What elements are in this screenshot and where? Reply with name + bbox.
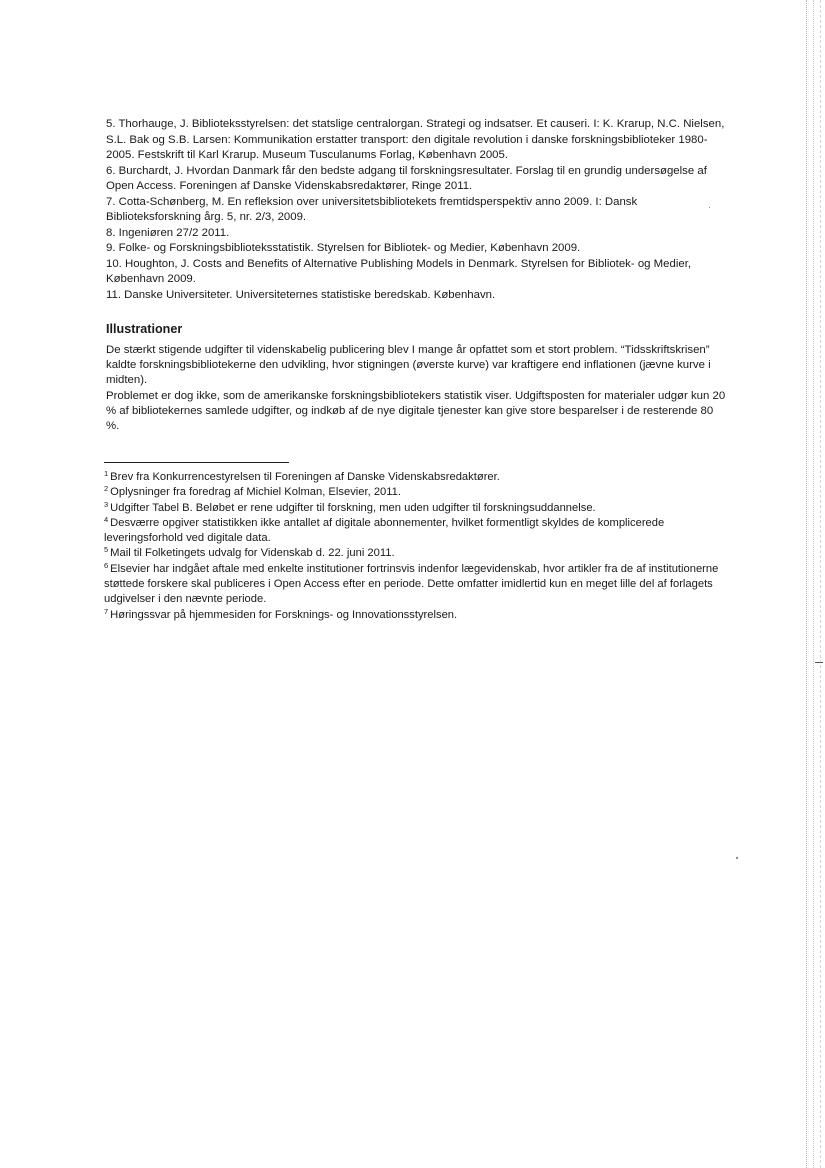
scan-edge-line <box>806 0 807 1168</box>
footnote-number: 1 <box>104 469 109 478</box>
reference-item: 8. Ingeniøren 27/2 2011. <box>106 226 230 239</box>
scan-edge-line <box>820 0 821 1168</box>
footnote-list <box>104 470 729 623</box>
footnote-number: 6 <box>104 560 109 570</box>
footnote-number: 5 <box>104 545 109 555</box>
footnote-item <box>104 562 729 608</box>
section-heading: Illustrationer <box>106 322 183 336</box>
footnote-separator <box>104 462 289 463</box>
footnote-text: Høringssvar på hjemmesiden for Forsknings- og Innovationsstyrelsen. <box>110 608 458 621</box>
footnote-text: Brev fra Konkurrencestyrelsen til Foreningen af Danske Videnskabsredaktører. <box>110 471 500 483</box>
footnote-item <box>104 546 729 561</box>
body-paragraph: De stærkt stigende udgifter til videnskabelig publicering blev I mange år opfattet som et stort problem. “Tidsskriftskrisen” kaldte forskningsbibliotekerne den udvikling, hvor stigningen (øverste kurve) var kraftigere end inflationen (jævne kurve i midten). <box>106 344 711 387</box>
footnote-number: 3 <box>104 499 109 509</box>
reference-item: 11. Danske Universiteter. Universiteternes statistiske beredskab. København. <box>106 288 496 301</box>
section-body <box>106 343 726 434</box>
footnote-item <box>104 608 729 623</box>
scan-speck <box>709 207 710 208</box>
footnote-number: 4 <box>104 514 109 524</box>
reference-item: 7. Cotta-Schønberg, M. En refleksion over universitetsbibliotekets fremtidsperspektiv anno 2009. I: Dansk Biblioteksforskning årg. 5, nr. 2/3, 2009. <box>106 195 638 223</box>
reference-item: 10. Houghton, J. Costs and Benefits of Alternative Publishing Models in Denmark. Styrelsen for Bibliotek- og Medier, København 2009. <box>106 257 692 285</box>
footnote-number: 7 <box>104 606 109 616</box>
footnote-number: 2 <box>104 484 109 494</box>
reference-item: 9. Folke- og Forskningsbiblioteksstatistik. Styrelsen for Bibliotek- og Medier, København 2009. <box>106 242 581 254</box>
reference-item: 5. Thorhauge, J. Biblioteksstyrelsen: det statslige centralorgan. Strategi og indsatser. Et causeri. I: K. Krarup, N.C. Nielsen, S.L. Bak og S.B. Larsen: Kommunikation erstatter transport: den digitale revolution i danske forskningsbiblioteker 1980-2005. Festskrift til Karl Krarup. Museum Tusculanums Forlag, København 2005. <box>106 118 725 161</box>
reference-item: 6. Burchardt, J. Hvordan Danmark får den bedste adgang til forskningsresultater. Forslag til en grundig undersøgelse af Open Access. Foreningen af Danske Videnskabsredaktører, Ringe 2011. <box>106 164 707 192</box>
footnote-item <box>104 516 729 547</box>
footnote-item <box>104 470 729 485</box>
scan-edge-line <box>813 0 814 1168</box>
footnote-text: Oplysninger fra foredrag af Michiel Kolman, Elsevier, 2011. <box>110 486 401 499</box>
footnote-text: Elsevier har indgået aftale med enkelte institutioner fortrinsvis indenfor lægevidenskab, hvor artikler fra de af institutionerne støttede forskere skal publiceres i Open Access efter en periode. Dette omfatter imidlertid kun en meget lille del af forlagets udgivelser i den nævnte periode. <box>104 562 719 606</box>
footnote-text: Mail til Folketingets udvalg for Videnskab d. 22. juni 2011. <box>110 547 395 560</box>
body-paragraph: Problemet er dog ikke, som de amerikanske forskningsbibliotekers statistik viser. Udgiftsposten for materialer udgør kun 20 % af bibliotekernes samlede udgifter, og indkøb af de nye digitale tjenester kan give store besparelser i de resterende 80 %. <box>106 389 726 433</box>
footnote-item <box>104 485 729 500</box>
footnote-item <box>104 501 729 516</box>
scan-edge-mark <box>815 662 823 663</box>
footnote-text: Udgifter Tabel B. Beløbet er rene udgifter til forskning, men uden udgifter til forskningsuddannelse. <box>110 501 596 514</box>
reference-list <box>106 117 731 303</box>
scan-speck <box>736 857 738 859</box>
footnote-text: Desværre opgiver statistikken ikke antallet af digitale abonnementer, hvilket formentligt skyldes de komplicerede leveringsforhold ved digitale data. <box>104 516 665 545</box>
